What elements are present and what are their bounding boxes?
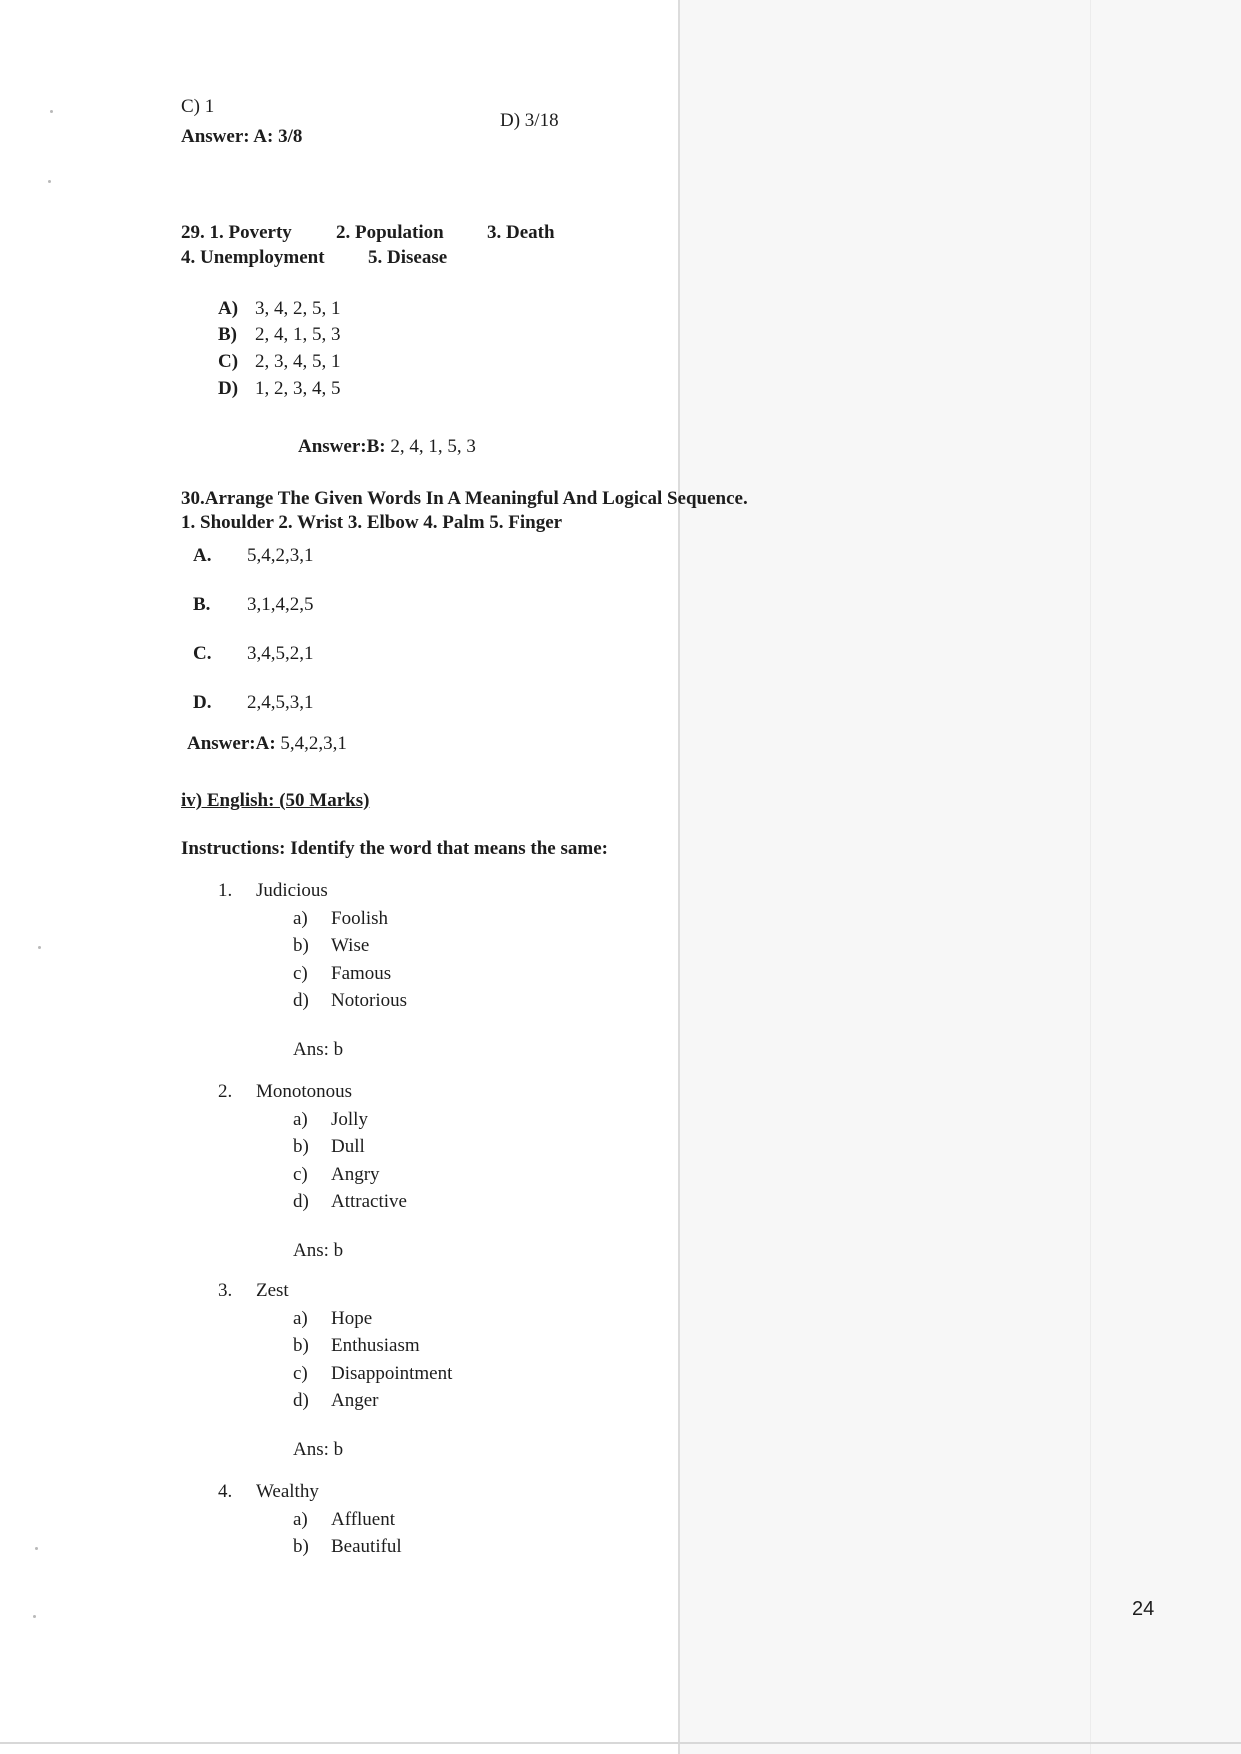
q30-option-text: 3,1,4,2,5 [247,594,314,615]
option-text: Famous [331,963,392,984]
option-key: d) [293,990,309,1011]
q30-answer [187,733,347,756]
option-key: a) [293,1109,308,1130]
page-number: 24 [1132,1598,1155,1620]
q28-option-c: C) 1 [181,96,215,117]
q30-option-key: D. [193,692,212,713]
question-number: 4. [218,1481,233,1502]
option-text: Angry [331,1164,380,1185]
q29-option-key: D) [218,378,239,399]
q30-words: 1. Shoulder 2. Wrist 3. Elbow 4. Palm 5. Finger [181,512,563,533]
option-text: Wise [331,935,370,956]
scan-speck [50,110,53,113]
q30-option-key: B. [193,594,211,615]
q30-option-key: C. [193,643,212,664]
option-text: Enthusiasm [331,1335,420,1356]
q29-answer-text: 2, 4, 1, 5, 3 [390,436,476,457]
question-number: 3. [218,1280,233,1301]
page-bottom-edge [0,1742,1241,1744]
option-key: b) [293,1536,309,1557]
q30-answer-text: 5,4,2,3,1 [280,733,347,754]
scan-speck [35,1547,38,1550]
section-instructions: Instructions: Identify the word that means the same: [181,838,608,859]
question-word: Wealthy [256,1481,319,1502]
option-key: b) [293,1335,309,1356]
option-text: Hope [331,1308,373,1329]
option-key: b) [293,1136,309,1157]
option-text: Affluent [331,1509,396,1530]
scan-speck [48,180,51,183]
option-text: Dull [331,1136,365,1157]
q29-option-text: 3, 4, 2, 5, 1 [255,298,341,319]
option-text: Notorious [331,990,407,1011]
q29-answer-label: Answer:B: [298,436,386,457]
q30-prompt: 30.Arrange The Given Words In A Meaningful And Logical Sequence. [181,488,748,509]
q29-item-4: 4. Unemployment [181,247,325,268]
page-edge-line [1090,0,1091,1754]
option-key: a) [293,1509,308,1530]
q29-option-key: A) [218,298,239,319]
q29-option-text: 2, 3, 4, 5, 1 [255,351,341,372]
answer: Ans: b [293,1039,344,1060]
q30-option-text: 5,4,2,3,1 [247,545,314,566]
q29-option-text: 1, 2, 3, 4, 5 [255,378,341,399]
question-word: Monotonous [256,1081,353,1102]
q29-item-1: 29. 1. Poverty [181,222,292,243]
option-key: a) [293,908,308,929]
section-heading: iv) English: (50 Marks) [181,790,370,811]
scan-shade-region [679,0,1241,1754]
option-text: Attractive [331,1191,407,1212]
q29-option-key: B) [218,324,237,345]
q29-answer [298,436,476,459]
option-text: Foolish [331,908,389,929]
scan-speck [33,1615,36,1618]
option-key: a) [293,1308,308,1329]
answer: Ans: b [293,1439,344,1460]
q30-option-key: A. [193,545,212,566]
question-word: Zest [256,1280,289,1301]
q30-answer-label: Answer:A: [187,733,276,754]
option-text: Jolly [331,1109,368,1130]
q29-item-5: 5. Disease [368,247,448,268]
option-key: d) [293,1390,309,1411]
page-fold-line [678,0,680,1754]
q29-item-2: 2. Population [336,222,444,243]
question-number: 1. [218,880,233,901]
q30-option-text: 3,4,5,2,1 [247,643,314,664]
option-key: d) [293,1191,309,1212]
q29-option-text: 2, 4, 1, 5, 3 [255,324,341,345]
option-text: Anger [331,1390,379,1411]
scan-speck [38,946,41,949]
q29-item-3: 3. Death [487,222,555,243]
option-key: b) [293,935,309,956]
q30-option-text: 2,4,5,3,1 [247,692,314,713]
option-key: c) [293,1164,308,1185]
answer: Ans: b [293,1240,344,1261]
q28-option-d: D) 3/18 [500,110,559,131]
question-number: 2. [218,1081,233,1102]
option-text: Beautiful [331,1536,402,1557]
option-key: c) [293,1363,308,1384]
q29-option-key: C) [218,351,239,372]
option-key: c) [293,963,308,984]
option-text: Disappointment [331,1363,453,1384]
question-word: Judicious [256,880,328,901]
q28-answer: Answer: A: 3/8 [181,126,303,147]
